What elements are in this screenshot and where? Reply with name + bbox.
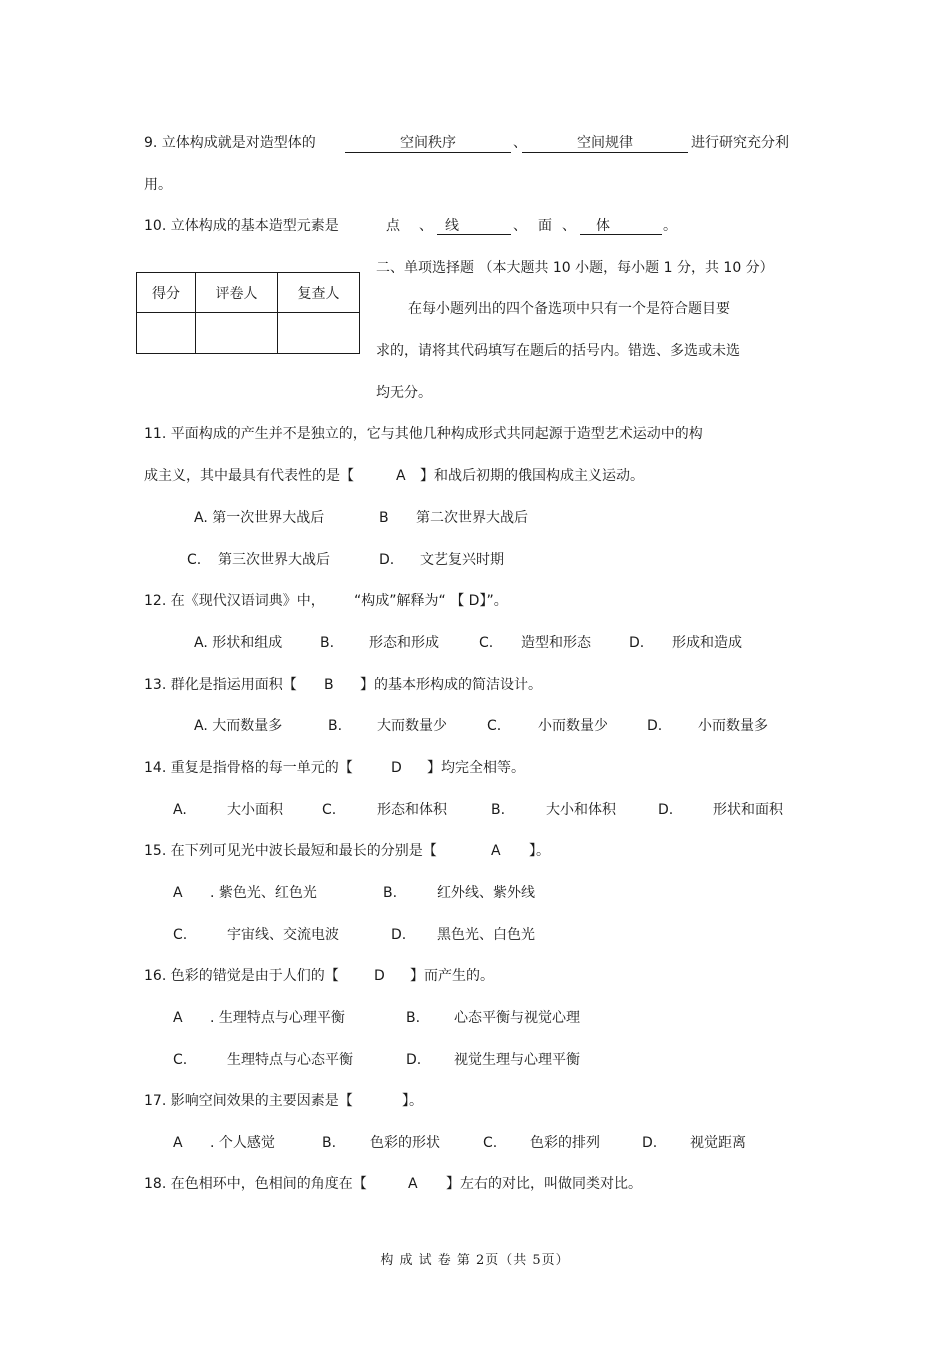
q14-answer: D: [391, 760, 402, 776]
q14-option-4: 形状和面积: [713, 802, 783, 818]
q13-option-c-letter: C.: [487, 718, 502, 734]
q14-option-4-letter: D.: [658, 802, 674, 818]
q14-option-1-letter: A.: [173, 802, 187, 818]
q11-option-c-letter: C.: [187, 552, 202, 568]
q15-option-b-letter: B.: [383, 885, 398, 901]
q10-blank-2: 线: [437, 217, 511, 235]
q14-option-1: 大小面积: [227, 802, 283, 818]
q17-option-d: 视觉距离: [690, 1135, 746, 1151]
score-header-reviewer: 复查人: [278, 273, 360, 313]
q16-text-a: 16. 色彩的错觉是由于人们的【: [144, 968, 339, 984]
q10-blank-4: 体: [580, 217, 662, 235]
q16-option-a: . 生理特点与心理平衡: [210, 1010, 345, 1026]
section-instruction-1: 在每小题列出的四个备选项中只有一个是符合题目要: [408, 301, 730, 317]
q13-option-a: A. 大而数量多: [194, 718, 283, 734]
q14-option-3-letter: B.: [491, 802, 506, 818]
q10-text: 10. 立体构成的基本造型元素是: [144, 218, 339, 234]
q13-option-c: 小而数量少: [538, 718, 608, 734]
score-cell-grader: [196, 313, 278, 354]
q12-option-b-letter: B.: [320, 635, 335, 651]
q11-line-2b: 】和战后初期的俄国构成主义运动。: [420, 468, 644, 484]
q16-text-b: 】而产生的。: [410, 968, 494, 984]
q11-option-d: 文艺复兴时期: [420, 552, 504, 568]
q12-option-c: 造型和形态: [521, 635, 591, 651]
score-header-grader: 评卷人: [196, 273, 278, 313]
q16-option-b-letter: B.: [406, 1010, 421, 1026]
q12-option-a: A. 形状和组成: [194, 635, 283, 651]
section-instruction-3: 均无分。: [376, 385, 432, 401]
section-title: 二、单项选择题 （本大题共 10 小题，每小题 1 分，共 10 分）: [376, 260, 774, 276]
q15-text-b: 】。: [529, 843, 550, 859]
q16-option-d: 视觉生理与心理平衡: [454, 1052, 580, 1068]
q9-blank-2: 空间规律: [522, 134, 688, 153]
q14-option-3: 大小和体积: [546, 802, 616, 818]
q17-option-b: 色彩的形状: [370, 1135, 440, 1151]
q16-option-c-letter: C.: [173, 1052, 188, 1068]
score-cell-score: [137, 313, 196, 354]
q12-option-d-letter: D.: [629, 635, 645, 651]
q10-sep-1: 、: [419, 218, 433, 234]
q10-sep-3: 、: [562, 218, 576, 234]
section-instruction-2: 求的，请将其代码填写在题后的括号内。错选、多选或未选: [376, 343, 740, 359]
q14-option-2: 形态和体积: [377, 802, 447, 818]
q15-option-a: . 紫色光、红色光: [210, 885, 317, 901]
q13-option-b-letter: B.: [328, 718, 343, 734]
q14-option-2-letter: C.: [322, 802, 337, 818]
q9-separator: 、: [513, 135, 527, 151]
q9-text: 9. 立体构成就是对造型体的: [144, 135, 316, 151]
q17-text-a: 17. 影响空间效果的主要因素是【: [144, 1093, 353, 1109]
q15-option-b: 红外线、紫外线: [437, 885, 535, 901]
q16-option-a-letter: A: [173, 1010, 183, 1026]
q9-continuation: 用。: [144, 177, 172, 193]
q11-option-b-letter: B: [379, 510, 389, 526]
q9-blank-1: 空间秩序: [345, 134, 511, 153]
q13-option-d-letter: D.: [647, 718, 663, 734]
q18-answer: A: [408, 1176, 418, 1192]
q17-option-c-letter: C.: [483, 1135, 498, 1151]
q13-answer: B: [324, 677, 334, 693]
q12-quote: “构成”解释为“ 【 D】”。: [354, 593, 508, 609]
q15-answer: A: [491, 843, 501, 859]
q13-text-a: 13. 群化是指运用面积【: [144, 677, 297, 693]
q13-text-b: 】的基本形构成的简洁设计。: [360, 677, 542, 693]
q12-option-b: 形态和形成: [369, 635, 439, 651]
q17-option-a-letter: A: [173, 1135, 183, 1151]
q15-text-a: 15. 在下列可见光中波长最短和最长的分别是【: [144, 843, 437, 859]
q16-option-c: 生理特点与心态平衡: [227, 1052, 353, 1068]
q15-option-d-letter: D.: [391, 927, 407, 943]
q12-option-d: 形成和造成: [672, 635, 742, 651]
q11-option-a: A. 第一次世界大战后: [194, 510, 325, 526]
q14-text-a: 14. 重复是指骨格的每一单元的【: [144, 760, 353, 776]
q16-option-d-letter: D.: [406, 1052, 422, 1068]
page-footer: 构 成 试 卷 第 2页（共 5页）: [380, 1253, 570, 1268]
q16-option-b: 心态平衡与视觉心理: [454, 1010, 580, 1026]
q14-text-b: 】均完全相等。: [427, 760, 525, 776]
q11-option-b: 第二次世界大战后: [416, 510, 528, 526]
q17-text-b: 】。: [402, 1093, 423, 1109]
q10-end: 。: [663, 218, 677, 234]
score-cell-reviewer: [278, 313, 360, 354]
q11-option-c: 第三次世界大战后: [218, 552, 330, 568]
q17-option-d-letter: D.: [642, 1135, 658, 1151]
q17-option-a: . 个人感觉: [210, 1135, 275, 1151]
q10-blank-3: 面: [538, 218, 552, 234]
q18-text-b: 】左右的对比，叫做同类对比。: [446, 1176, 642, 1192]
q17-option-c: 色彩的排列: [530, 1135, 600, 1151]
q13-option-b: 大而数量少: [377, 718, 447, 734]
q11-line-2a: 成主义，其中最具有代表性的是【: [144, 468, 354, 484]
q11-option-d-letter: D.: [379, 552, 395, 568]
q17-option-b-letter: B.: [322, 1135, 337, 1151]
q16-answer: D: [374, 968, 385, 984]
q11-answer: A: [396, 468, 406, 484]
q9-tail: 进行研究充分利: [691, 135, 789, 151]
q15-option-a-letter: A: [173, 885, 183, 901]
q15-option-c-letter: C.: [173, 927, 188, 943]
q10-blank-1: 点: [386, 218, 400, 234]
q18-text-a: 18. 在色相环中，色相间的角度在【: [144, 1176, 367, 1192]
score-table: [136, 272, 360, 354]
q12-option-c-letter: C.: [479, 635, 494, 651]
q15-option-c: 宇宙线、交流电波: [227, 927, 339, 943]
q10-sep-2: 、: [513, 218, 527, 234]
q15-option-d: 黑色光、白色光: [437, 927, 535, 943]
q12-text: 12. 在《现代汉语词典》中，: [144, 593, 325, 609]
q11-line-1: 11. 平面构成的产生并不是独立的，它与其他几种构成形式共同起源于造型艺术运动中的构: [144, 426, 703, 442]
q13-option-d: 小而数量多: [698, 718, 768, 734]
score-header-score: 得分: [137, 273, 196, 313]
